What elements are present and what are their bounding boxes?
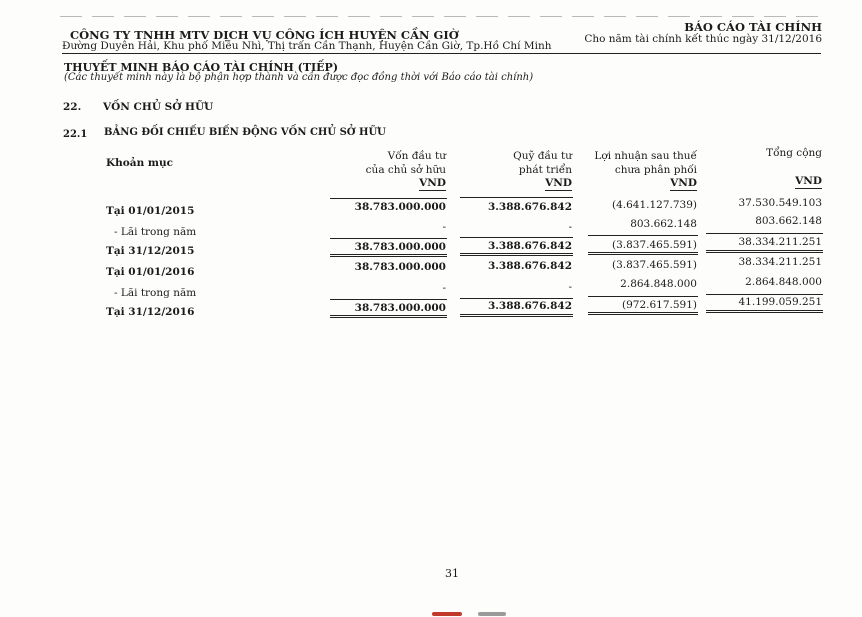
column-header-line2: phát triển: [518, 163, 572, 176]
table-cell: 38.783.000.000: [354, 261, 446, 273]
column-header-unit: VND: [795, 175, 822, 187]
stamp-fragment: [432, 612, 462, 616]
row-label-opening-2016: Tại 01/01/2016: [106, 266, 195, 278]
stamp-fragment: [478, 612, 506, 616]
table-cell: 3.388.676.842: [487, 240, 572, 252]
column-header-line2: chưa phân phối: [614, 163, 697, 176]
column-header-unit: VND: [545, 177, 572, 189]
column-header-line2: [766, 161, 822, 175]
header-divider: [62, 53, 821, 54]
row-label-closing-2015: Tại 31/12/2015: [106, 245, 195, 257]
column-header-owner-capital: [366, 150, 446, 191]
section-number: 22.: [63, 101, 82, 113]
table-cell: 2.864.848.000: [620, 278, 697, 290]
notes-title: THUYẾT MINH BÁO CÁO TÀI CHÍNH (TIẾP): [64, 61, 339, 74]
row-label-opening-2015: Tại 01/01/2015: [106, 205, 195, 217]
section-title: VỐN CHỦ SỞ HỮU: [103, 101, 214, 113]
row-label-profit-2015: - Lãi trong năm: [114, 226, 197, 238]
table-cell: 2.864.848.000: [745, 276, 822, 288]
table-cell: 803.662.148: [755, 215, 822, 227]
item-column-header: Khoản mục: [106, 157, 173, 169]
table-cell: (3.837.465.591): [611, 239, 697, 251]
table-cell: (972.617.591): [622, 299, 697, 311]
column-header-unit: VND: [419, 177, 446, 189]
table-cell: 38.783.000.000: [354, 302, 446, 314]
report-period: Cho năm tài chính kết thúc ngày 31/12/2016: [584, 33, 822, 45]
row-label-closing-2016: Tại 31/12/2016: [106, 306, 195, 318]
column-header-line2: của chủ sở hữu: [365, 163, 446, 176]
table-cell: 3.388.676.842: [487, 260, 572, 272]
table-cell: 38.334.211.251: [738, 236, 822, 248]
column-header-line1: Tổng cộng: [766, 147, 822, 159]
company-name: CÔNG TY TNHH MTV DỊCH VỤ CÔNG ÍCH HUYỆN CẦN GIỜ: [70, 28, 459, 42]
column-header-unit: VND: [670, 177, 697, 189]
table-cell: 38.783.000.000: [354, 241, 446, 253]
company-address: Đường Duyên Hải, Khu phố Miễu Nhì, Thị trấn Cần Thạnh, Huyện Cần Giờ, Tp.Hồ Chí Minh: [62, 40, 552, 52]
column-header-total: [766, 147, 822, 189]
table-cell: 3.388.676.842: [487, 300, 572, 312]
column-header-line1: Vốn đầu tư: [387, 150, 446, 162]
column-header-line1: Lợi nhuận sau thuế: [594, 150, 697, 162]
table-cell: -: [442, 221, 446, 233]
subsection-title: BẢNG ĐỐI CHIẾU BIẾN ĐỘNG VỐN CHỦ SỞ HỮU: [104, 127, 386, 138]
column-header-development-fund: [513, 150, 572, 191]
table-cell: -: [568, 281, 572, 293]
table-cell: 41.199.059.251: [738, 296, 822, 308]
subsection-number: 22.1: [63, 129, 88, 140]
column-header-retained-earnings: [594, 150, 697, 191]
column-header-line1: Quỹ đầu tư: [513, 150, 572, 162]
page-number: 31: [445, 567, 459, 580]
table-cell: 38.783.000.000: [354, 201, 446, 213]
table-cell: -: [442, 282, 446, 294]
table-cell: 37.530.549.103: [738, 197, 822, 209]
row-label-profit-2016: - Lãi trong năm: [114, 287, 197, 299]
table-cell: 38.334.211.251: [738, 256, 822, 268]
table-cell: (3.837.465.591): [611, 259, 697, 271]
table-cell: 803.662.148: [630, 218, 697, 230]
table-cell: (4.641.127.739): [611, 199, 697, 211]
report-title: BÁO CÁO TÀI CHÍNH: [684, 20, 822, 34]
table-cell: -: [568, 221, 572, 233]
notes-subtitle: (Các thuyết minh này là bộ phận hợp thành và cần được đọc đồng thời với Báo cáo tài chính): [64, 72, 534, 83]
table-cell: 3.388.676.842: [487, 201, 572, 213]
